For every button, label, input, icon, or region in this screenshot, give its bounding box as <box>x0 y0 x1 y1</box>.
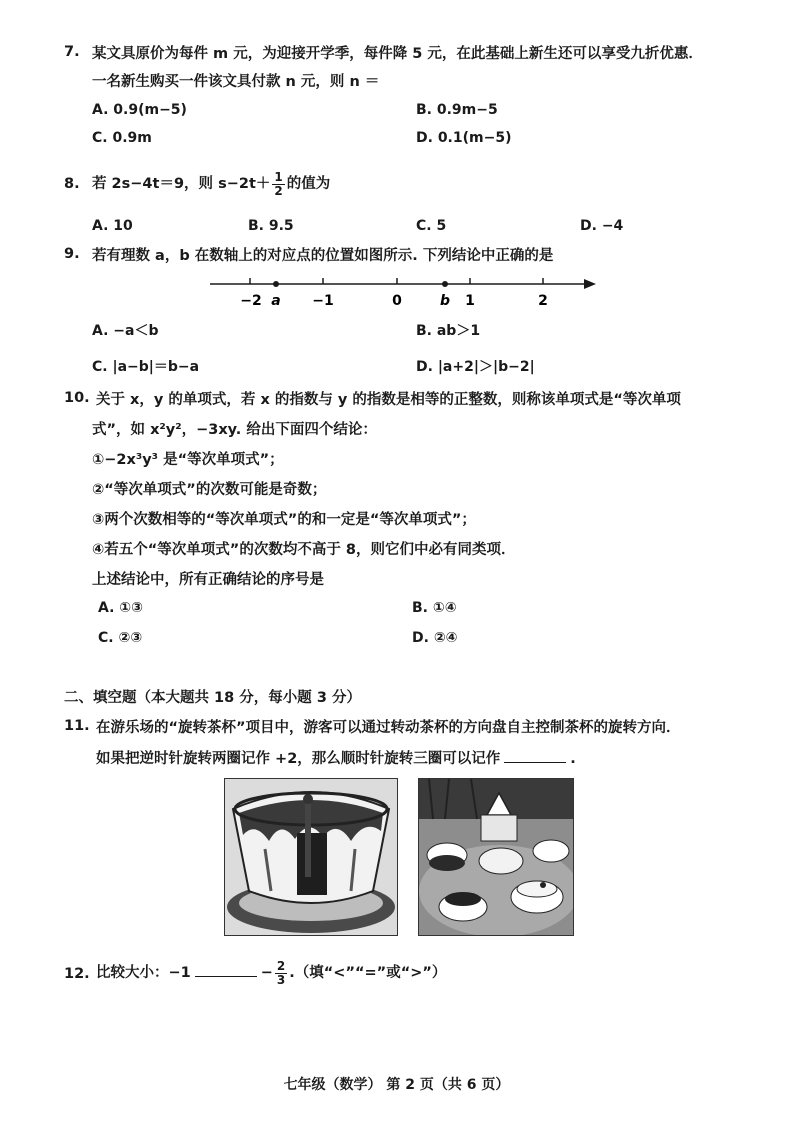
page-footer: 七年级（数学） 第 2 页（共 6 页） <box>283 1077 510 1093</box>
q10-stem-line1: 关于 x，y 的单项式，若 x 的指数与 y 的指数是相等的正整数，则称该单项式是“等次单项 <box>96 392 681 408</box>
q7-option-d: D. 0.1(m−5) <box>416 130 512 146</box>
q11-stem-line2-end: . <box>570 751 576 767</box>
q10-statement-3: ③两个次数相等的“等次单项式”的和一定是“等次单项式”； <box>92 512 476 528</box>
q10-option-c: C. ②③ <box>98 630 143 646</box>
q11-stem-line1: 在游乐场的“旋转茶杯”项目中，游客可以通过转动茶杯的方向盘自主控制茶杯的旋转方向． <box>96 720 681 736</box>
q12-fraction-denominator: 3 <box>276 972 286 987</box>
q8-option-b: B. 9.5 <box>248 218 294 234</box>
q11-number: 11. <box>64 718 90 734</box>
q12-answer-blank[interactable] <box>195 962 257 977</box>
q12-stem <box>96 956 446 990</box>
q10-statement-4: ④若五个“等次单项式”的次数均不高于 8，则它们中必有同类项． <box>92 542 516 558</box>
q9-option-c: C. |a−b|＝b−a <box>92 359 200 375</box>
label-one: 1 <box>465 293 475 309</box>
q8-option-a: A. 10 <box>92 218 133 234</box>
q9-stem: 若有理数 a，b 在数轴上的对应点的位置如图所示. 下列结论中正确的是 <box>92 248 554 264</box>
q7-stem-line2: 一名新生购买一件该文具付款 n 元，则 n ＝ <box>92 74 380 90</box>
q8-stem <box>92 168 330 200</box>
q12-negative-sign: − <box>260 965 273 981</box>
q8-number: 8. <box>64 176 80 192</box>
label-b: b <box>439 293 451 309</box>
q9-number: 9. <box>64 246 80 262</box>
q11-answer-blank[interactable] <box>504 748 566 763</box>
q7-number: 7. <box>64 44 80 60</box>
q12-fraction <box>275 960 287 987</box>
q9-option-d: D. |a+2|＞|b−2| <box>416 359 535 375</box>
q9-option-a: A. −a＜b <box>92 323 159 339</box>
teacup-photo-closeup <box>224 778 398 936</box>
q8-option-c: C. 5 <box>416 218 447 234</box>
q10-option-a: A. ①③ <box>98 600 143 616</box>
section-title: 二、填空题（本大题共 18 分，每小题 3 分） <box>64 690 361 706</box>
label-minus2: −2 <box>240 293 262 309</box>
q8-stem-pre: 若 2s−4t＝9，则 s−2t＋ <box>92 176 271 192</box>
q12-fraction-numerator: 2 <box>276 958 286 973</box>
point-b <box>442 281 448 287</box>
q7-option-c: C. 0.9m <box>92 130 152 146</box>
q10-stem-line2: 式”，如 x²y²，−3xy. 给出下面四个结论： <box>92 422 377 438</box>
q12-stem-pre: 比较大小：−1 <box>96 965 191 981</box>
q11-stem-line2 <box>96 748 576 769</box>
q10-ask: 上述结论中，所有正确结论的序号是 <box>92 572 324 588</box>
q10-number: 10. <box>64 390 90 406</box>
q12-stem-post: .（填“<”“=”或“>”） <box>289 965 447 981</box>
q10-option-d: D. ②④ <box>412 630 458 646</box>
q9-option-b: B. ab＞1 <box>416 323 481 339</box>
number-line-arrow-icon <box>584 279 596 289</box>
q10-option-b: B. ①④ <box>412 600 457 616</box>
q8-option-d: D. −4 <box>580 218 624 234</box>
q7-option-a: A. 0.9(m−5) <box>92 102 187 118</box>
teacup-ride-photo <box>418 778 574 936</box>
q8-stem-post: 的值为 <box>286 176 331 192</box>
q12-number: 12. <box>64 966 90 982</box>
q7-stem-line1: 某文具原价为每件 m 元，为迎接开学季，每件降 5 元，在此基础上新生还可以享受九折优惠． <box>92 46 703 62</box>
q7-option-b: B. 0.9m−5 <box>416 102 498 118</box>
label-two: 2 <box>538 293 548 309</box>
q10-statement-1: ①−2x³y³ 是“等次单项式”； <box>92 452 284 468</box>
q11-stem-line2-text: 如果把逆时针旋转两圈记作 +2，那么顺时针旋转三圈可以记作 <box>96 751 501 767</box>
label-a: a <box>271 293 281 309</box>
q10-statement-2: ②“等次单项式”的次数可能是奇数； <box>92 482 327 498</box>
q8-fraction <box>272 171 284 198</box>
q8-fraction-numerator: 1 <box>274 169 283 184</box>
point-a <box>273 281 279 287</box>
label-minus1: −1 <box>312 293 334 309</box>
q8-fraction-denominator: 2 <box>274 183 283 198</box>
number-line-figure <box>0 270 793 310</box>
label-zero: 0 <box>392 293 402 309</box>
